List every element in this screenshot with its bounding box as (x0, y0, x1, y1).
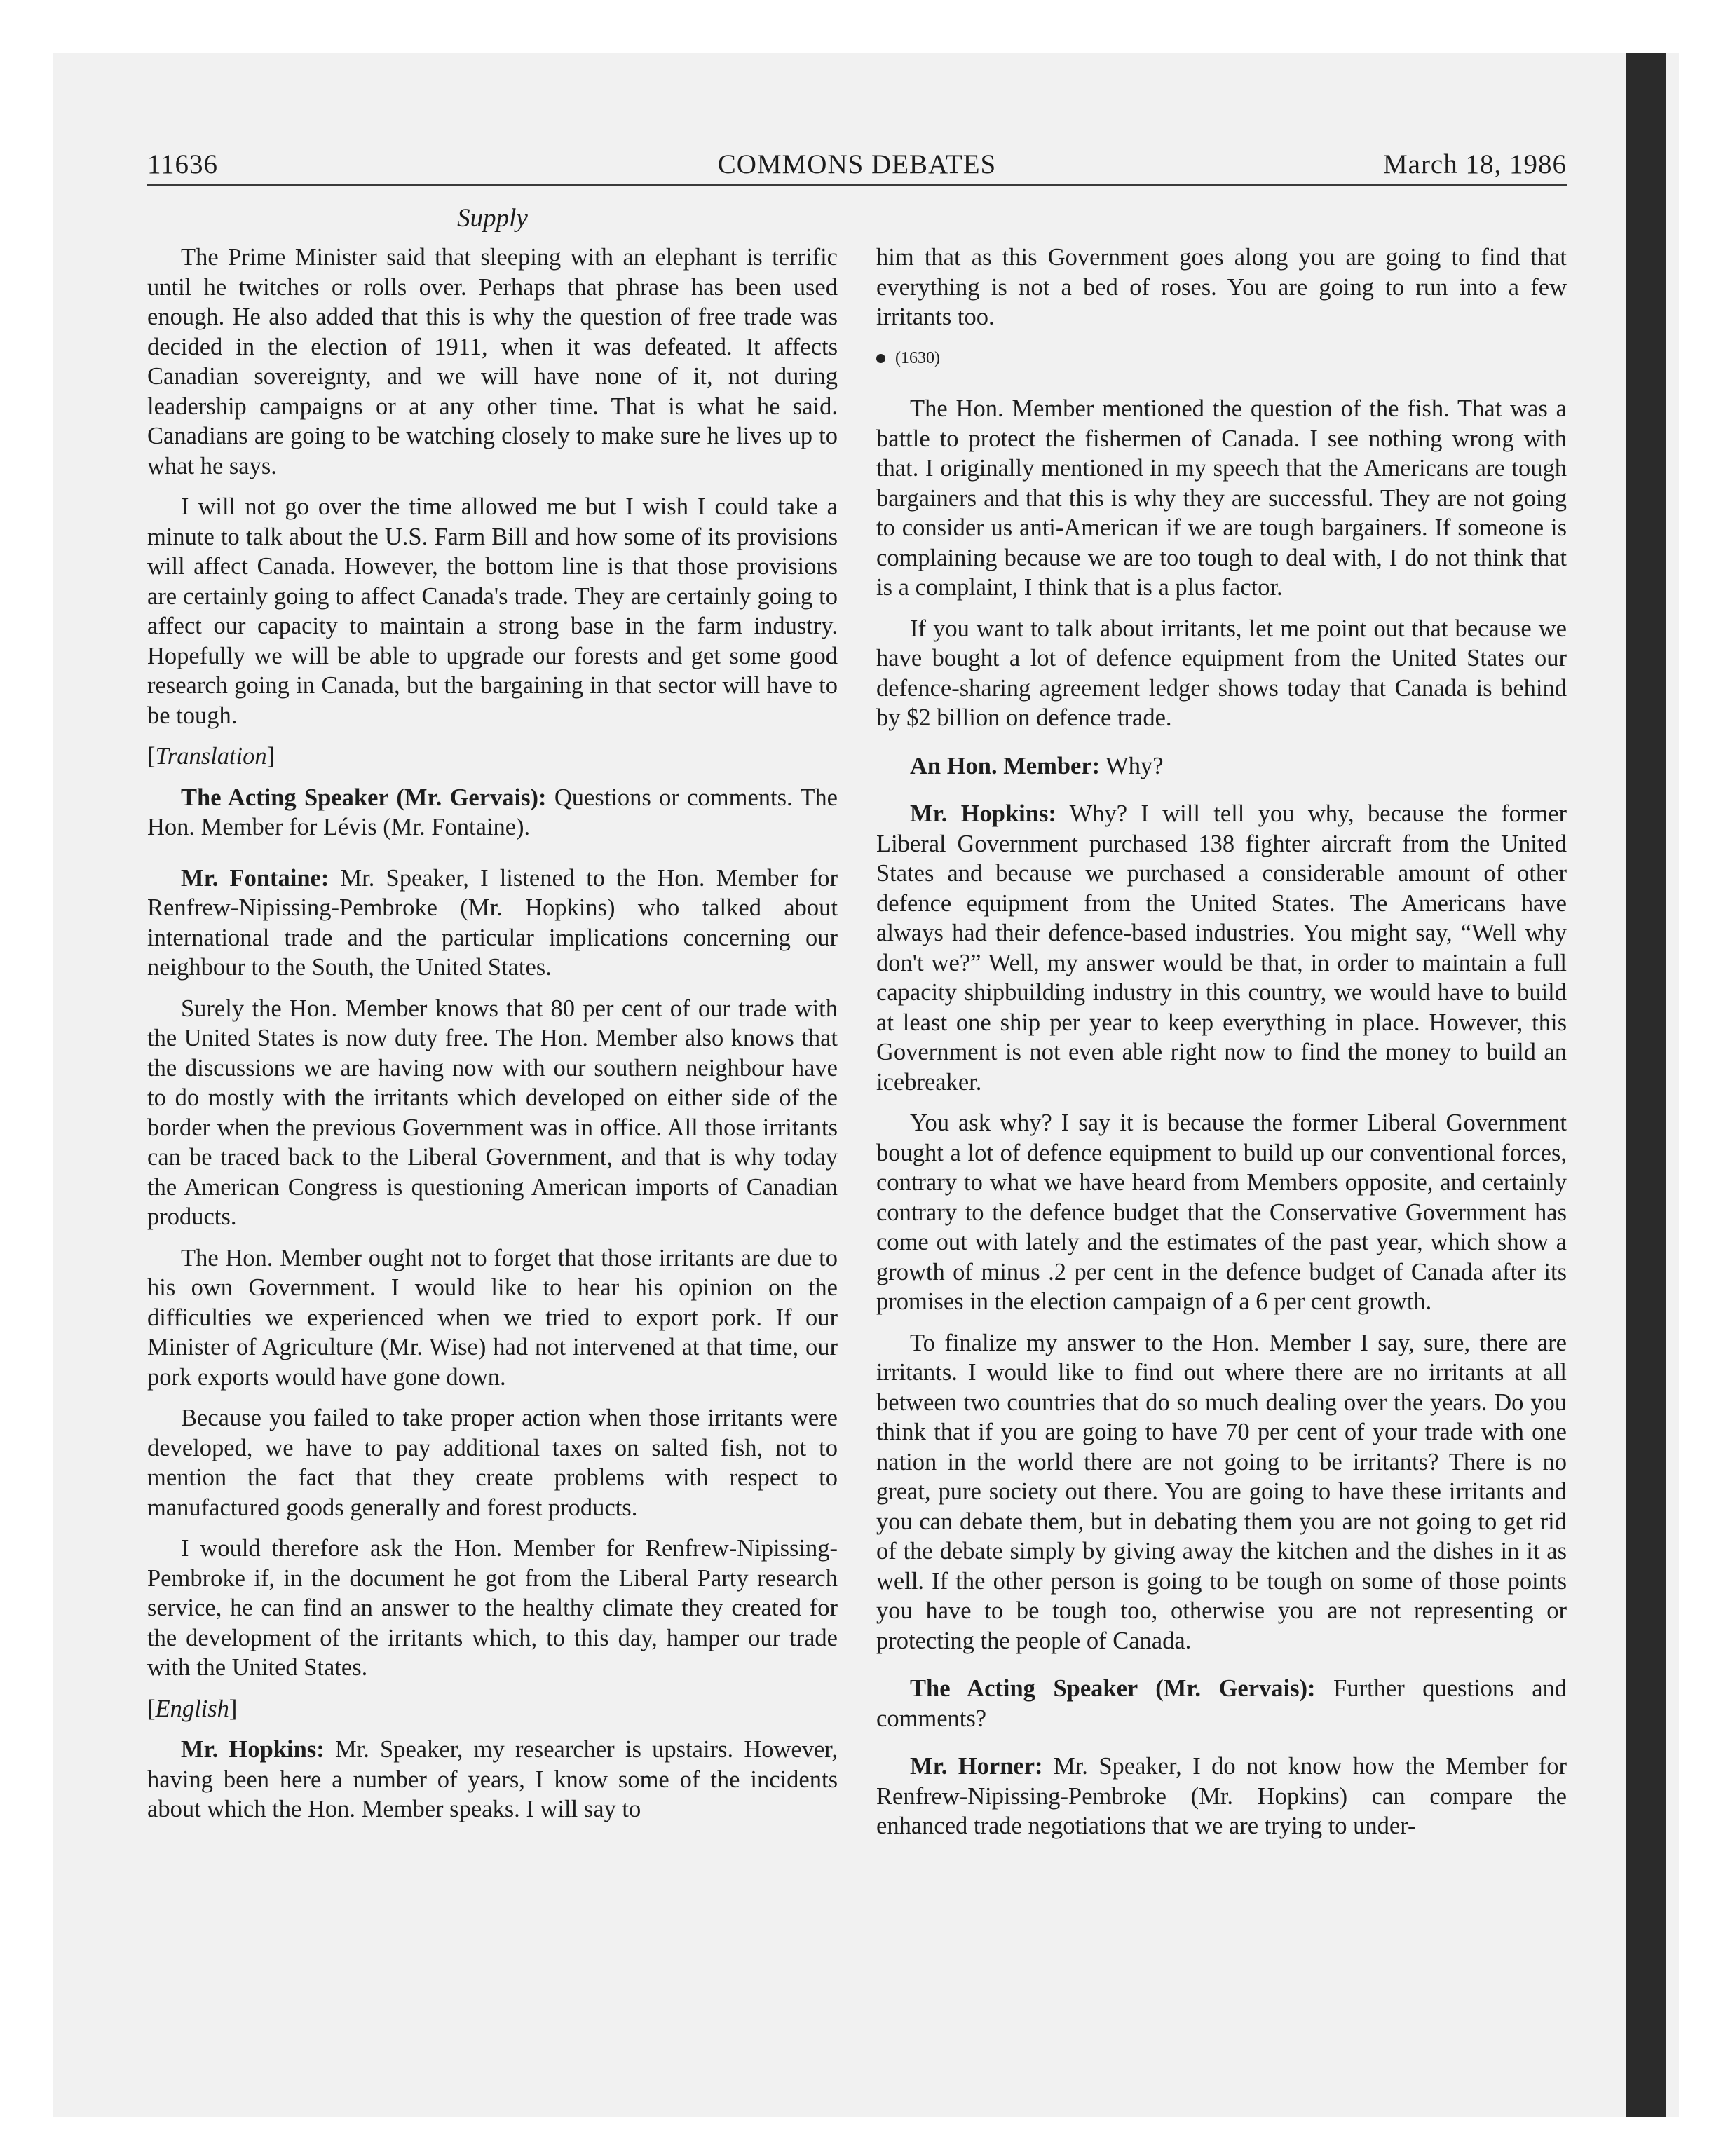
right-column (876, 243, 1567, 1853)
left-column (147, 243, 838, 1836)
speaker-name: Mr. Hopkins: (910, 800, 1056, 827)
paragraph: Because you failed to take proper action when those irritants were developed, we have to pay additional taxes on salted fish, not to mention the fact that they create problems with respect to manufactured goods generally and forest products. (147, 1405, 838, 1521)
speech-text: Mr. Speaker, I listened to the Hon. Member for Renfrew-Nipissing-Pembroke (Mr. Hopkins) who talked about international trade and the particular implications concerning our neighbour to the South, the United States. (147, 864, 838, 981)
language-note: [English] (147, 1695, 238, 1722)
bullet-dot-icon (876, 354, 885, 363)
language-note: [Translation] (147, 743, 275, 770)
page-date: March 18, 1986 (1382, 149, 1567, 179)
page-header (147, 149, 1567, 184)
speech-paragraph (876, 1674, 1567, 1733)
speaker-name: Mr. Hopkins: (181, 1736, 325, 1763)
book-spine-shadow (1626, 53, 1666, 2117)
speech-paragraph (147, 783, 838, 842)
header-rule (147, 184, 1567, 186)
speaker-name: An Hon. Member: (910, 752, 1101, 779)
speech-text: Questions or comments. The Hon. Member for Lévis (Mr. Fontaine). (147, 784, 838, 840)
paragraph: I will not go over the time allowed me but I wish I could take a minute to talk about the U.S. Farm Bill and how some of its provisions will affect Canada. However, the bottom line is that those provisions are certainly going to affect Canada's trade. They are certainly going to affect our capacity to maintain a strong base in the farm industry. Hopefully we will be able to upgrade our forests and get some good research going in Canada, but the bargaining in that sector will have to be tough. (147, 493, 838, 729)
paragraph: Surely the Hon. Member knows that 80 per cent of our trade with the United States is now duty free. The Hon. Member also knows that the discussions we are having now with our southern neighbour have to do mostly with the irritants which developed on either side of the border when the previous Government was in office. All those irritants can be traced back to the Liberal Government, and that is why today the American Congress is questioning American imports of Canadian products. (147, 995, 838, 1230)
speech-paragraph (876, 751, 1567, 782)
speech-paragraph (876, 1752, 1567, 1841)
publication-title: COMMONS DEBATES (717, 149, 997, 179)
time-marker (876, 343, 1567, 374)
speech-paragraph (147, 1735, 838, 1824)
speech-text: Why? I will tell you why, because the former Liberal Government purchased 138 fighter aircraft from the United States and because we purchased a considerable amount of other defence equipment from the United States. The Americans have always had their defence-based industries. You might say, “Well why don't we?” Well, my answer would be that, in order to maintain a full capacity shipbuilding industry in this country, we would have to build at least one ship per year to keep everything in place. However, this Government is not even able right now to find the money to build an icebreaker. (876, 800, 1567, 1096)
paragraph: You ask why? I say it is because the former Liberal Government bought a lot of defence equipment to build up our conventional forces, contrary to what we have heard from Members opposite, and certainly contrary to the defence budget that the Conservative Government has come out with lately and the estimates of the past year, which show a growth of minus .2 per cent in the defence budget of Canada after its promises in the election campaign of a 6 per cent growth. (876, 1110, 1567, 1315)
speech-text: Mr. Speaker, my researcher is upstairs. However, having been here a number of years, I know some of the incidents about which the Hon. Member speaks. I will say to (147, 1736, 838, 1822)
paragraph: If you want to talk about irritants, let me point out that because we have bought a lot of defence equipment from the United States our defence-sharing agreement ledger shows today that Canada is behind by $2 billion on defence trade. (876, 615, 1567, 731)
language-label: English (155, 1695, 229, 1722)
speech-paragraph (876, 799, 1567, 1097)
running-head: Supply (457, 204, 528, 233)
speech-text: Why? (1100, 752, 1164, 779)
page-number: 11636 (147, 149, 219, 179)
speaker-name: Mr. Horner: (910, 1753, 1043, 1780)
speaker-name: Mr. Fontaine: (181, 864, 329, 892)
time-marker-text: (1630) (895, 348, 940, 367)
paragraph: The Hon. Member ought not to forget that those irritants are due to his own Government. I would like to hear his opinion on the difficulties we experienced when we tried to export pork. If our Minister of Agriculture (Mr. Wise) had not intervened at that time, our pork exports would have gone down. (147, 1244, 838, 1391)
language-label: Translation (155, 743, 267, 770)
speaker-name: The Acting Speaker (Mr. Gervais): (181, 784, 547, 811)
paragraph: The Prime Minister said that sleeping with an elephant is terrific until he twitches or rolls over. Perhaps that phrase has been used enough. He also added that this is why the question of free trade was decided in the election of 1911, when it was defeated. It affects Canadian sovereignty, and we will have none of it, not during leadership campaigns or at any other time. That is what he said. Canadians are going to be watching closely to make sure he lives up to what he says. (147, 244, 838, 479)
speech-text: Mr. Speaker, I do not know how the Member for Renfrew-Nipissing-Pembroke (Mr. Hopkins) can compare the enhanced trade negotiations that we are trying to under- (876, 1753, 1567, 1839)
paragraph: To finalize my answer to the Hon. Member I say, sure, there are irritants. I would like to find out where there are no irritants at all between two countries that do so much dealing over the years. Do you think that if you are going to have 70 per cent of your trade with one nation in the world there are not going to be irritants? There is no great, pure society out there. You are going to have these irritants and you can debate them, but in debating them you are not going to get rid of the debate simply by giving away the kitchen and the dishes in it as well. If the other person is going to be tough on some of those points you have to be tough too, otherwise you are not representing or protecting the people of Canada. (876, 1329, 1567, 1654)
paragraph: The Hon. Member mentioned the question of the fish. That was a battle to protect the fishermen of Canada. I see nothing wrong with that. I originally mentioned in my speech that the Americans are tough bargainers and that this is why they are successful. They are not going to consider us anti-American if we are tough bargainers. If someone is complaining because we are too tough to deal with, I do not think that is a complaint, I think that is a plus factor. (876, 395, 1567, 601)
speech-paragraph (147, 864, 838, 983)
paragraph: I would therefore ask the Hon. Member for Renfrew-Nipissing-Pembroke if, in the document he got from the Liberal Party research service, he can find an answer to the healthy climate they created for the development of the irritants which, to this day, hamper our trade with the United States. (147, 1535, 838, 1681)
paragraph: him that as this Government goes along you are going to find that everything is not a bed of roses. You are going to run into a few irritants too. (876, 244, 1567, 330)
speaker-name: The Acting Speaker (Mr. Gervais): (910, 1675, 1316, 1702)
speech-text: Further questions and comments? (876, 1675, 1567, 1732)
